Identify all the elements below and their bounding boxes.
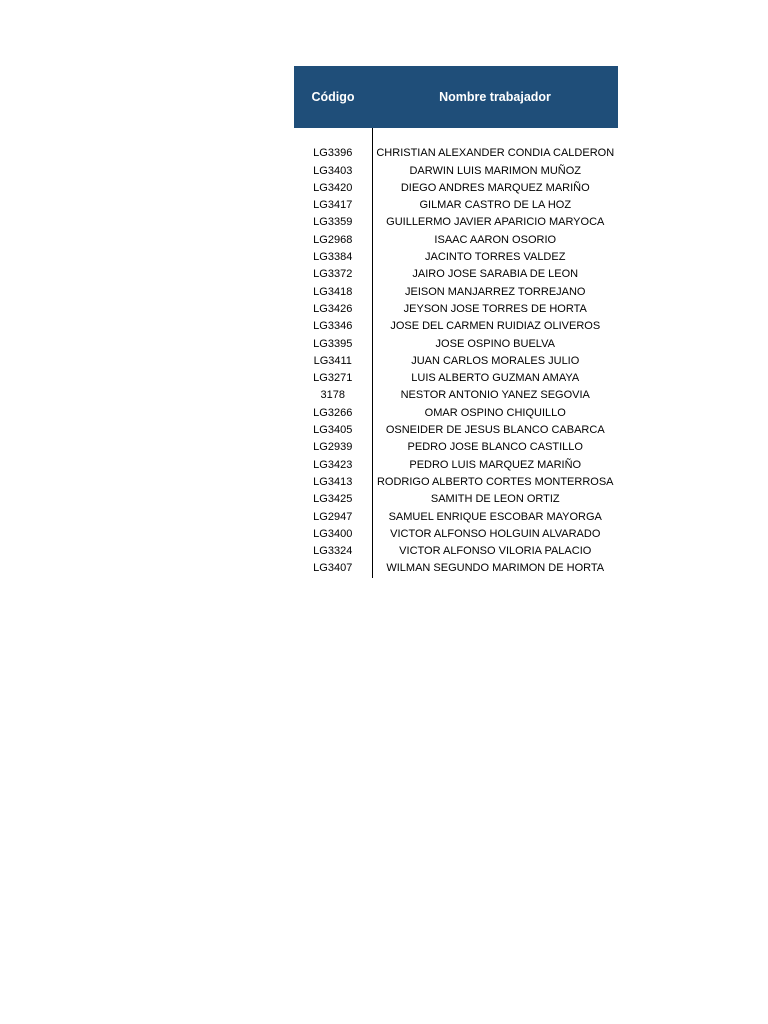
table-row xyxy=(294,370,618,387)
worker-code-cell: LG2968 xyxy=(294,232,372,249)
table-row xyxy=(294,405,618,422)
table-row xyxy=(294,318,618,335)
worker-name-cell: LUIS ALBERTO GUZMAN AMAYA xyxy=(411,372,580,385)
worker-code-cell: LG2939 xyxy=(294,439,372,456)
worker-code-cell: LG3413 xyxy=(294,474,372,491)
table-header xyxy=(294,66,618,128)
workers-table xyxy=(294,66,618,578)
worker-name-cell: NESTOR ANTONIO YANEZ SEGOVIA xyxy=(400,389,590,402)
worker-name-cell: JOSE DEL CARMEN RUIDIAZ OLIVEROS xyxy=(390,320,601,333)
worker-code-cell: LG3359 xyxy=(294,214,372,231)
table-row xyxy=(294,509,618,526)
table-body xyxy=(294,128,618,578)
table-row xyxy=(294,336,618,353)
worker-code-cell: 3178 xyxy=(294,387,372,404)
worker-name-cell: OSNEIDER DE JESUS BLANCO CABARCA xyxy=(385,424,605,437)
worker-name-cell: PEDRO JOSE BLANCO CASTILLO xyxy=(407,441,583,454)
table-row xyxy=(294,491,618,508)
table-row xyxy=(294,543,618,560)
header-code: Código xyxy=(294,66,372,128)
worker-code-cell: LG3423 xyxy=(294,457,372,474)
worker-name-cell: ISAAC AARON OSORIO xyxy=(434,233,557,246)
worker-code-cell: LG3271 xyxy=(294,370,372,387)
table-row xyxy=(294,197,618,214)
worker-code-cell: LG3396 xyxy=(294,145,372,162)
table-row xyxy=(294,560,618,577)
worker-code-cell: LG3407 xyxy=(294,560,372,577)
worker-name-cell: JAIRO JOSE SARABIA DE LEON xyxy=(412,268,579,281)
worker-name-cell: PEDRO LUIS MARQUEZ MARIÑO xyxy=(409,458,582,471)
worker-code-cell: LG3405 xyxy=(294,422,372,439)
table-row xyxy=(294,457,618,474)
worker-name-cell: WILMAN SEGUNDO MARIMON DE HORTA xyxy=(386,562,605,575)
worker-code-cell: LG2947 xyxy=(294,509,372,526)
table-row xyxy=(294,249,618,266)
table-row xyxy=(294,284,618,301)
worker-name-cell: GUILLERMO JAVIER APARICIO MARYOCA xyxy=(386,216,605,229)
worker-code-cell: LG3324 xyxy=(294,543,372,560)
table-row xyxy=(294,214,618,231)
spacer-row xyxy=(294,128,618,145)
table-row xyxy=(294,439,618,456)
worker-code-cell: LG3425 xyxy=(294,491,372,508)
worker-name-cell: OMAR OSPINO CHIQUILLO xyxy=(424,406,566,419)
worker-name-cell: VICTOR ALFONSO HOLGUIN ALVARADO xyxy=(390,527,601,540)
worker-code-cell: LG3400 xyxy=(294,526,372,543)
worker-code-cell: LG3418 xyxy=(294,284,372,301)
worker-name-cell: JEYSON JOSE TORRES DE HORTA xyxy=(403,302,587,315)
worker-name-cell: SAMUEL ENRIQUE ESCOBAR MAYORGA xyxy=(388,510,602,523)
worker-name-cell: JOSE OSPINO BUELVA xyxy=(435,337,555,350)
worker-name-cell: RODRIGO ALBERTO CORTES MONTERROSA xyxy=(376,475,614,488)
table-row xyxy=(294,422,618,439)
worker-code-cell: LG3420 xyxy=(294,180,372,197)
worker-name-cell: JUAN CARLOS MORALES JULIO xyxy=(411,354,580,367)
worker-code-cell: LG3266 xyxy=(294,405,372,422)
table-row xyxy=(294,353,618,370)
worker-name-cell: DARWIN LUIS MARIMON MUÑOZ xyxy=(409,164,582,177)
worker-code-cell: LG3411 xyxy=(294,353,372,370)
worker-code-cell: LG3426 xyxy=(294,301,372,318)
table-row xyxy=(294,180,618,197)
worker-name-cell: JEISON MANJARREZ TORREJANO xyxy=(404,285,586,298)
worker-name-cell: JACINTO TORRES VALDEZ xyxy=(425,251,566,264)
table-row xyxy=(294,232,618,249)
worker-name-cell: SAMITH DE LEON ORTIZ xyxy=(430,493,560,506)
worker-code-cell: LG3403 xyxy=(294,163,372,180)
spacer-cell xyxy=(294,128,372,145)
header-row xyxy=(294,66,618,128)
header-name: Nombre trabajador xyxy=(372,66,618,128)
worker-code-cell: LG3372 xyxy=(294,266,372,283)
table-row xyxy=(294,145,618,162)
table-row xyxy=(294,474,618,491)
worker-name-cell: CHRISTIAN ALEXANDER CONDIA CALDERON xyxy=(376,147,615,160)
table-row xyxy=(294,387,618,404)
worker-code-cell: LG3395 xyxy=(294,336,372,353)
worker-code-cell: LG3384 xyxy=(294,249,372,266)
table-row xyxy=(294,266,618,283)
spacer-cell xyxy=(372,128,618,145)
table-row xyxy=(294,526,618,543)
table-row xyxy=(294,163,618,180)
worker-code-cell: LG3417 xyxy=(294,197,372,214)
worker-code-cell: LG3346 xyxy=(294,318,372,335)
table-row xyxy=(294,301,618,318)
worker-name-cell: VICTOR ALFONSO VILORIA PALACIO xyxy=(399,545,592,558)
worker-name-cell: GILMAR CASTRO DE LA HOZ xyxy=(419,199,572,212)
worker-name-cell: DIEGO ANDRES MARQUEZ MARIÑO xyxy=(400,181,590,194)
